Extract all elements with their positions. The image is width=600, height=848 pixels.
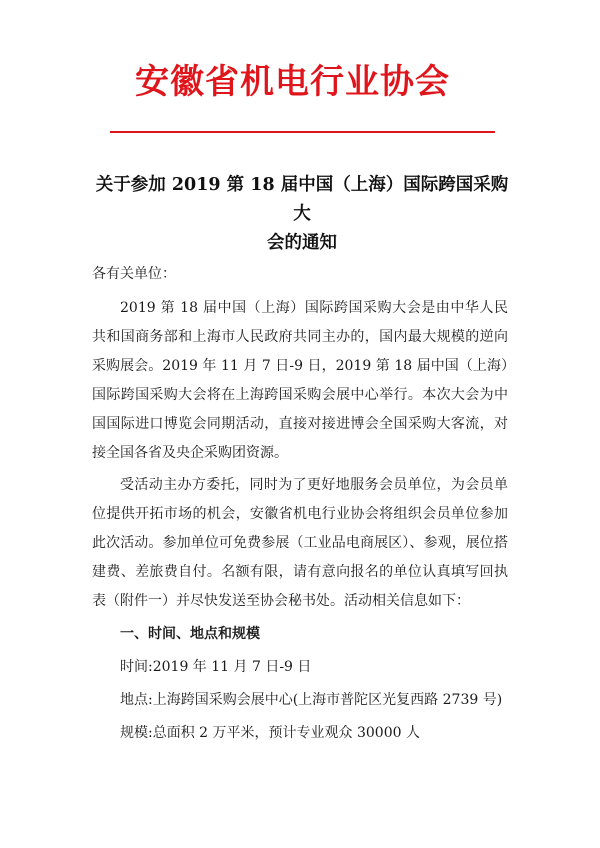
- notice-body: [92, 260, 508, 748]
- notice-title: [92, 171, 512, 258]
- scale-line: 规模:总面积 2 万平米，预计专业观众 30000 人: [120, 725, 420, 741]
- notice-title-line-2: 会的通知: [267, 233, 337, 253]
- letterhead-red-rule: [110, 131, 495, 133]
- notice-title-line-1: 关于参加 2019 第 18 届中国（上海）国际跨国采购大: [95, 175, 509, 224]
- paragraph-2: 受活动主办方委托，同时为了更好地服务会员单位，为会员单位提供开拓市场的机会，安徽省机电行业协会将组织会员单位参加此次活动。参加单位可免费参展（工业品电商展区）、参观，展位搭建费、差旅费自付。名额有限，请有意向报名的单位认真填写回执表（附件一）并尽快发送至协会秘书处。活动相关信息如下：: [92, 477, 508, 609]
- letterhead-org-name: 安徽省机电行业协会: [135, 62, 450, 102]
- time-line: 时间:2019 年 11 月 7 日-9 日: [120, 659, 312, 675]
- location-line: 地点:上海跨国采购会展中心(上海市普陀区光复西路 2739 号): [120, 692, 503, 708]
- section-1-heading: 一、时间、地点和规模: [120, 626, 260, 642]
- paragraph-1: 2019 第 18 届中国（上海）国际跨国采购大会是由中华人民共和国商务部和上海市人民政府共同主办的，国内最大规模的逆向采购展会。2019 年 11 月 7 日-9 日，2019 第 18 届中国（上海）国际跨国采购大会将在上海跨国采购会展中心举行。本次大会为中国国际进口博览会同期活动，直接对接进博会全国采购大客流，对接全国各省及央企采购团资源。: [92, 300, 508, 461]
- salutation: 各有关单位：: [92, 266, 176, 282]
